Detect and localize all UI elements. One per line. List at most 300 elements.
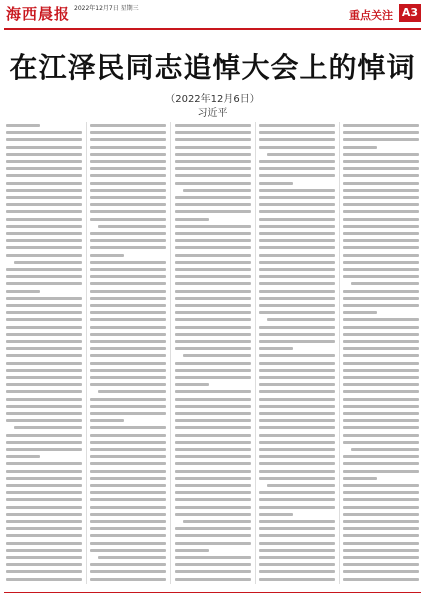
text-line-placeholder [90,326,166,329]
text-line-placeholder [175,570,251,573]
text-line-placeholder [259,138,335,141]
text-line-placeholder [90,369,166,372]
column-divider [170,122,171,584]
article-author: 习近平 [197,108,228,119]
masthead [0,0,425,28]
text-line-placeholder [90,146,166,149]
text-line-placeholder [175,542,251,545]
text-line-placeholder [6,160,82,163]
text-line-placeholder [6,470,82,473]
text-line-placeholder [175,455,251,458]
text-line-placeholder [6,297,82,300]
text-line-placeholder [259,441,335,444]
text-line-placeholder [259,520,335,523]
text-line-placeholder [6,491,82,494]
text-line-placeholder [175,448,251,451]
text-line-placeholder [343,167,419,170]
text-line-placeholder [343,354,419,357]
text-line-placeholder [90,153,166,156]
text-line-placeholder [259,182,293,185]
text-line-placeholder [259,412,335,415]
text-line-placeholder [259,549,335,552]
text-line-placeholder [175,390,251,393]
text-line-placeholder [6,167,82,170]
text-line-placeholder [90,498,166,501]
text-line-placeholder [343,441,419,444]
text-line-placeholder [90,333,166,336]
text-line-placeholder [343,376,419,379]
text-line-placeholder [259,210,335,213]
text-line-placeholder [343,225,419,228]
text-line-placeholder [175,290,251,293]
text-line-placeholder [90,362,166,365]
text-line-placeholder [90,232,166,235]
text-line-placeholder [175,275,251,278]
text-line-placeholder [343,534,419,537]
text-line-placeholder [343,362,419,365]
text-line-placeholder [343,174,419,177]
text-line-placeholder [175,311,251,314]
text-line-placeholder [98,390,166,393]
text-line-placeholder [343,578,419,581]
text-line-placeholder [259,498,335,501]
text-line-placeholder [90,520,166,523]
text-line-placeholder [343,333,419,336]
text-line-placeholder [259,527,335,530]
text-line-placeholder [259,419,335,422]
text-line-placeholder [90,513,166,516]
text-line-placeholder [6,448,82,451]
text-line-placeholder [175,441,251,444]
text-line-placeholder [6,455,40,458]
text-line-placeholder [259,455,335,458]
text-line-placeholder [6,146,82,149]
text-line-placeholder [343,340,419,343]
text-line-placeholder [343,311,377,314]
text-line-placeholder [6,210,82,213]
text-line-placeholder [259,462,335,465]
text-line-placeholder [90,138,166,141]
text-line-placeholder [175,477,251,480]
text-line-placeholder [175,182,251,185]
text-line-placeholder [259,232,335,235]
text-line-placeholder [175,210,251,213]
text-line-placeholder [343,556,419,559]
text-line-placeholder [175,462,251,465]
text-line-placeholder [259,506,335,509]
text-line-placeholder [183,354,251,357]
text-line-placeholder [90,246,166,249]
text-line-placeholder [259,326,335,329]
text-line-placeholder [6,153,82,156]
text-line-placeholder [259,290,335,293]
text-line-placeholder [343,268,419,271]
text-line-placeholder [259,434,335,437]
text-line-placeholder [6,138,82,141]
text-line-placeholder [175,268,251,271]
footer-rule [4,592,421,593]
text-line-placeholder [6,196,82,199]
text-line-placeholder [6,441,82,444]
text-line-placeholder [343,246,419,249]
text-line-placeholder [175,434,251,437]
text-line-placeholder [343,297,419,300]
text-line-placeholder [259,578,335,581]
text-line-placeholder [6,290,40,293]
text-line-placeholder [90,196,166,199]
text-line-placeholder [259,282,335,285]
text-line-placeholder [90,412,166,415]
text-line-placeholder [343,383,419,386]
text-line-placeholder [259,275,335,278]
text-line-placeholder [343,498,419,501]
text-line-placeholder [90,282,166,285]
text-line-placeholder [90,182,166,185]
text-line-placeholder [175,239,251,242]
text-line-placeholder [6,232,82,235]
text-line-placeholder [259,246,335,249]
text-line-placeholder [175,304,251,307]
text-line-placeholder [175,506,251,509]
text-line-placeholder [90,578,166,581]
text-line-placeholder [343,426,419,429]
text-line-placeholder [90,275,166,278]
text-line-placeholder [175,470,251,473]
text-line-placeholder [343,484,419,487]
text-line-placeholder [343,232,419,235]
text-line-placeholder [259,383,335,386]
text-line-placeholder [343,549,419,552]
text-line-placeholder [90,203,166,206]
text-line-placeholder [90,383,166,386]
text-line-placeholder [90,534,166,537]
text-line-placeholder [267,318,335,321]
text-line-placeholder [259,239,335,242]
text-line-placeholder [259,477,335,480]
text-line-placeholder [6,311,82,314]
text-line-placeholder [183,520,251,523]
text-line-placeholder [90,318,166,321]
text-line-placeholder [343,477,377,480]
text-line-placeholder [259,570,335,573]
text-line-placeholder [259,297,335,300]
text-line-placeholder [98,225,166,228]
text-line-placeholder [259,160,335,163]
text-line-placeholder [6,498,82,501]
text-line-placeholder [259,354,335,357]
issue-date: 2022年12月7日 星期三 [74,5,139,12]
text-line-placeholder [343,239,419,242]
text-line-placeholder [175,174,251,177]
text-line-placeholder [6,570,82,573]
text-line-placeholder [175,203,251,206]
text-line-placeholder [259,398,335,401]
text-line-placeholder [259,167,335,170]
text-line-placeholder [175,549,209,552]
text-line-placeholder [6,362,82,365]
text-line-placeholder [90,347,166,350]
text-line-placeholder [90,484,166,487]
text-line-placeholder [343,506,419,509]
text-line-placeholder [90,462,166,465]
text-line-placeholder [6,383,82,386]
article-column [6,122,82,584]
text-line-placeholder [175,491,251,494]
text-line-placeholder [6,578,82,581]
text-line-placeholder [259,203,335,206]
text-line-placeholder [343,290,419,293]
text-line-placeholder [259,347,293,350]
text-line-placeholder [6,182,82,185]
text-line-placeholder [259,146,335,149]
text-line-placeholder [175,419,251,422]
text-line-placeholder [259,405,335,408]
text-line-placeholder [343,160,419,163]
text-line-placeholder [6,268,82,271]
text-line-placeholder [343,434,419,437]
text-line-placeholder [175,376,251,379]
text-line-placeholder [90,419,124,422]
text-line-placeholder [90,426,166,429]
text-line-placeholder [343,218,419,221]
text-line-placeholder [175,333,251,336]
text-line-placeholder [259,426,335,429]
text-line-placeholder [259,369,335,372]
text-line-placeholder [175,282,251,285]
text-line-placeholder [343,513,419,516]
text-line-placeholder [175,196,251,199]
text-line-placeholder [90,448,166,451]
text-line-placeholder [6,563,82,566]
text-line-placeholder [6,506,82,509]
text-line-placeholder [175,297,251,300]
text-line-placeholder [175,556,251,559]
text-line-placeholder [343,398,419,401]
text-line-placeholder [343,419,419,422]
masthead-rule [4,28,421,30]
text-line-placeholder [90,455,166,458]
text-line-placeholder [6,513,82,516]
text-line-placeholder [90,239,166,242]
text-line-placeholder [6,318,82,321]
text-line-placeholder [175,340,251,343]
article-column [175,122,251,584]
text-line-placeholder [343,261,419,264]
text-line-placeholder [343,542,419,545]
text-line-placeholder [6,275,82,278]
text-line-placeholder [175,254,251,257]
text-line-placeholder [90,311,166,314]
text-line-placeholder [6,326,82,329]
text-line-placeholder [259,470,335,473]
text-line-placeholder [90,160,166,163]
text-line-placeholder [175,362,251,365]
text-line-placeholder [343,570,419,573]
text-line-placeholder [259,556,335,559]
newspaper-logo: 海西晨报 [6,5,71,23]
text-line-placeholder [259,376,335,379]
text-line-placeholder [90,290,166,293]
text-line-placeholder [343,138,419,141]
text-line-placeholder [90,218,166,221]
text-line-placeholder [90,131,166,134]
text-line-placeholder [90,470,166,473]
text-line-placeholder [175,246,251,249]
text-line-placeholder [90,124,166,127]
text-line-placeholder [343,146,377,149]
text-line-placeholder [183,189,251,192]
text-line-placeholder [175,426,251,429]
text-line-placeholder [90,210,166,213]
text-line-placeholder [6,340,82,343]
text-line-placeholder [6,124,40,127]
text-line-placeholder [259,311,335,314]
text-line-placeholder [6,462,82,465]
text-line-placeholder [343,326,419,329]
text-line-placeholder [259,196,335,199]
article-headline: 在江泽民同志追悼大会上的悼词 [9,51,416,84]
text-line-placeholder [6,484,82,487]
text-line-placeholder [267,153,335,156]
text-line-placeholder [6,398,82,401]
text-line-placeholder [343,390,419,393]
text-line-placeholder [6,304,82,307]
text-line-placeholder [14,261,82,264]
text-line-placeholder [175,513,251,516]
text-line-placeholder [6,246,82,249]
text-line-placeholder [343,563,419,566]
text-line-placeholder [175,232,251,235]
article-column [343,122,419,584]
text-line-placeholder [6,239,82,242]
text-line-placeholder [343,412,419,415]
text-line-placeholder [175,160,251,163]
text-line-placeholder [343,275,419,278]
text-line-placeholder [6,369,82,372]
text-line-placeholder [6,527,82,530]
text-line-placeholder [90,304,166,307]
text-line-placeholder [6,131,82,134]
text-line-placeholder [6,412,82,415]
text-line-placeholder [175,318,251,321]
text-line-placeholder [175,412,251,415]
text-line-placeholder [259,174,335,177]
text-line-placeholder [98,556,166,559]
text-line-placeholder [90,491,166,494]
text-line-placeholder [6,434,82,437]
text-line-placeholder [259,534,335,537]
text-line-placeholder [259,390,335,393]
text-line-placeholder [259,189,335,192]
text-line-placeholder [259,261,335,264]
text-line-placeholder [259,124,335,127]
issue-date-line [74,4,139,13]
text-line-placeholder [90,189,166,192]
text-line-placeholder [259,268,335,271]
text-line-placeholder [343,470,419,473]
text-line-placeholder [259,542,335,545]
text-line-placeholder [343,210,419,213]
text-line-placeholder [175,131,251,134]
text-line-placeholder [175,405,251,408]
text-line-placeholder [6,390,82,393]
text-line-placeholder [343,254,419,257]
text-line-placeholder [6,556,82,559]
text-line-placeholder [259,340,335,343]
text-line-placeholder [6,225,82,228]
text-line-placeholder [175,146,251,149]
text-line-placeholder [351,448,419,451]
text-line-placeholder [343,153,419,156]
text-line-placeholder [343,124,419,127]
text-line-placeholder [343,182,419,185]
article-column [259,122,335,584]
text-line-placeholder [6,405,82,408]
text-line-placeholder [6,542,82,545]
text-line-placeholder [90,542,166,545]
text-line-placeholder [6,419,82,422]
text-line-placeholder [259,254,335,257]
text-line-placeholder [90,405,166,408]
text-line-placeholder [343,527,419,530]
text-line-placeholder [6,376,82,379]
text-line-placeholder [90,477,166,480]
text-line-placeholder [175,398,251,401]
text-line-placeholder [175,138,251,141]
text-line-placeholder [6,282,82,285]
text-line-placeholder [90,354,166,357]
text-line-placeholder [90,434,166,437]
text-line-placeholder [90,254,124,257]
text-line-placeholder [259,513,293,516]
text-line-placeholder [343,318,419,321]
text-line-placeholder [6,254,82,257]
article-body-columns [6,122,419,584]
text-line-placeholder [343,520,419,523]
text-line-placeholder [343,369,419,372]
text-line-placeholder [175,578,251,581]
text-line-placeholder [175,167,251,170]
text-line-placeholder [90,340,166,343]
text-line-placeholder [6,520,82,523]
text-line-placeholder [259,304,335,307]
text-line-placeholder [343,196,419,199]
text-line-placeholder [90,261,166,264]
text-line-placeholder [175,326,251,329]
text-line-placeholder [343,203,419,206]
text-line-placeholder [343,304,419,307]
text-line-placeholder [6,218,82,221]
text-line-placeholder [175,534,251,537]
text-line-placeholder [259,131,335,134]
text-line-placeholder [343,405,419,408]
page-number-badge: A3 [399,4,421,22]
text-line-placeholder [259,448,335,451]
text-line-placeholder [259,491,335,494]
text-line-placeholder [175,261,251,264]
text-line-placeholder [175,383,209,386]
text-line-placeholder [259,563,335,566]
text-line-placeholder [6,347,82,350]
text-line-placeholder [6,189,82,192]
text-line-placeholder [90,167,166,170]
text-line-placeholder [90,506,166,509]
text-line-placeholder [343,491,419,494]
text-line-placeholder [175,153,251,156]
text-line-placeholder [343,462,419,465]
text-line-placeholder [259,225,335,228]
text-line-placeholder [343,455,419,458]
